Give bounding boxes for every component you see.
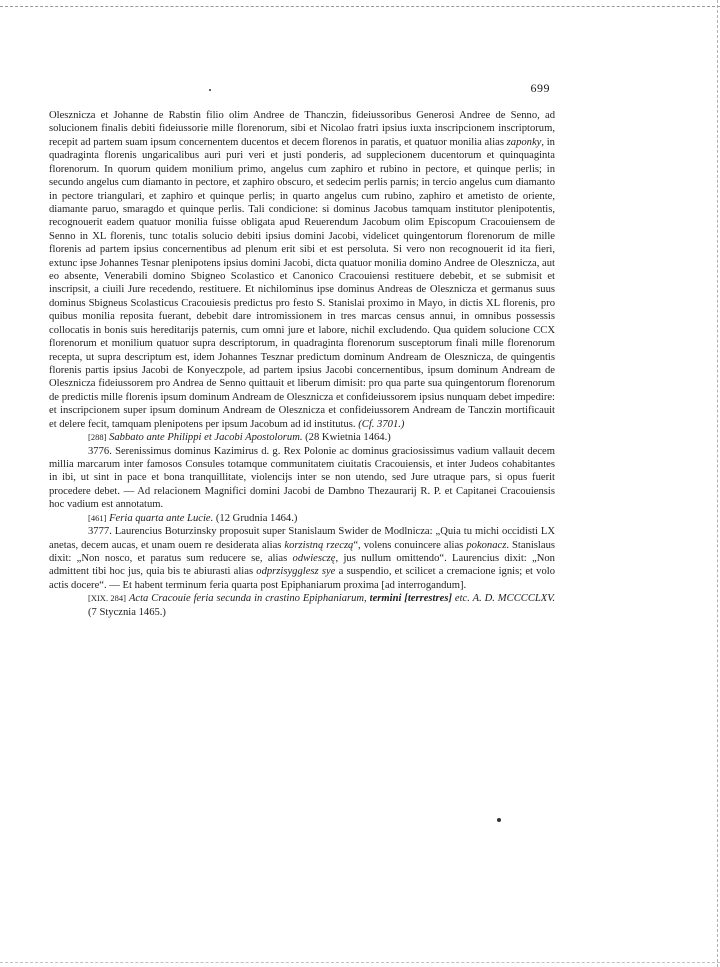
entry-text: , jus nullum omittendo“. Laurencius dixit: „Non admittent tibi hoc jus, quia bis te abiurasti alias: [49, 552, 555, 578]
scan-speck: [209, 89, 211, 91]
entry-3777: [49, 525, 555, 592]
entry-text: Laurencius Boturzinsky proposuit super Stanislaum Swider de Modlnicza: „Quia tu michi occidisti LX anetas, decem aucas, et unam ouem re desiderata alias: [49, 526, 555, 551]
polish-gloss: zaponky: [506, 136, 542, 148]
entry-number: 3776.: [88, 445, 112, 457]
modern-date: (28 Kwietnia 1464.): [305, 432, 391, 444]
polish-gloss: pokonacz: [466, 539, 507, 551]
folio-ref: [XIX. 284]: [88, 593, 127, 604]
acta-heading: Acta Cracouie feria secunda in crastino Epiphaniarum,: [128, 593, 367, 605]
date-heading-288: [49, 431, 555, 444]
scan-edge-right: [717, 0, 718, 967]
entry-text: Olesznicza et Johanne de Rabstin filio olim Andree de Thanczin, fideiussoribus Generosi Andree de Senno, ad solucionem finalis debiti fideiussorie mille florenorum, sibi et Nicolao fratri ipsius iuxta inscripcionem inscriptorum, recepit ad partem suam ipsum concernentem ducentos et decem florenos in paratis, et quatuor monilia alias: [49, 110, 555, 148]
polish-gloss: korzistną rzeczą: [284, 539, 354, 551]
entry-number: 3777.: [88, 526, 112, 538]
page-body-text: [49, 109, 555, 619]
polish-gloss: odwiesczę: [292, 552, 336, 564]
page-number: 699: [530, 81, 550, 95]
entry-text: , in quadraginta florenis ungaricalibus auri puri veri et justi ponderis, ad supplecionem ducentorum et quinquaginta florenorum. In quorum quidem monilium primo, angelus cum zaphiro et rubino in pectore, et quinque perlis; in secundo angelus cum diamanto in pectore, et zaphiro obscuro, et sedecim perlis parnis; in tercio angelus cum diamanto in pectore triangulari, et zaphiro et quinque perlis; in quarto angelus cum rubino, zaphiro et ametisto de oriente, diamante paruo, smaragdo et quinque perlis. Tali condicione: si dominus Jacobus tamquam institutor plenipotentis, recognouerit eadem quatuor monilia fuisse obligata apud Reuerendum Jacobum olim Episcopum Cracouiensem de Senno in XL florenis, tunc totalis solucio debiti ipsius domini Jacobi, videlicet quingentorum florenorum de mille florenis ad partem ipsius concernentibus ad plenum erit sibi et est persoluta. Si vero non recognouerit id ita fieri, extunc ipse Johannes Tesnar plenipotens ipsius domini Jacobi, dicta quatuor monilia domino Andree de Olesznicza, aut eo absente, Venerabili domino Sbigneo Scolastico et Canonico Cracouiensi restituere debebit, et se submisit et inscripsit, a ciuili Jure recedendo, restituere. Et nichilominus ipse dominus Andreas de Olesznicza et germanus suus dominus Sbigneus Scolasticus Cracouiesis predictus pro festo S. Stanislai proximo in Mayo, in dictis XL florenis, pro quibus monilia reposita fuerant, debebit dare intromissionem in tres marcas census annui, in omnibus possessis collocatis in bonis suis hereditarijs paternis, cum omni jure et labore, nichil excludendo. Qua quidem solucione CCX florenorum et monilium quatuor supra descriptorum, in quadraginta florenorum susceptorum finali mille florenorum recepta, ut supra descriptum est, idem Johannes Tesznar predictum dominum Andream de Olesznicza, de quingentis florenis partis ipsius Jacobi de Konyeczpole, ad partem ipsius Jacobi concernentibus, ipsum dominum Andream de Olesznicza fideiussorem pro Andrea de Senno quittauit et liberum dimisit: pro qua parte sua quingentorum florenorum de predictis mille florenis ipsum dominum Andream de Olesznicza et confideiussorem ipsius nunquam debet impedire: et inscripcionem super ipsum dominum Andream de Olesznicza et confideiussorem Andream de Tanczin mortificauit et delere fecit, tamquam plenipotens per ipsum Jacobum ad id institutus.: [49, 136, 555, 430]
scan-edge-top: [0, 6, 720, 7]
entry-text: a suspendio, et scilicet a cremacione ignis; et volo actis docere“. — Et habent terminum feria quarta post Epiphaniarum proxima [ad interrogandum].: [49, 566, 555, 591]
scan-speck: [497, 818, 501, 822]
liturgical-date: Sabbato ante Philippi et Jacobi Apostolorum.: [109, 432, 303, 444]
folio-ref: [288]: [88, 432, 107, 443]
date-heading-461: [49, 512, 555, 525]
cross-reference: (Cf. 3701.): [358, 418, 405, 430]
polish-gloss: odprzisygglesz sye: [256, 566, 336, 578]
entry-text: Serenissimus dominus Kazimirus d. g. Rex Polonie ac dominus graciosissimus vadium vallauit decem millia marcarum inter famosos Consules totamque communitatem ciuitatis Cracouiensis, et inter Judeos cohabitantes in ibi, ut sint in pace et bona tranquillitate, violencijs inter se non utendo, sed Jure utraque pars, si opus fuerit procedere debet. — Ad relacionem Magnifici domini Jacobi de Dambno Thezaurarij R. P. et Capitanei Cracouiensis hoc vadium est annotatum.: [49, 445, 555, 511]
entry-text: . Stanislaus dixit: „Non nosco, et paratus sum reducere se, alias: [49, 539, 555, 564]
entry-3776: [49, 445, 555, 512]
liturgical-date: Feria quarta ante Lucie.: [109, 512, 214, 524]
modern-date: (7 Stycznia 1465.): [88, 606, 166, 618]
entry-text: “, volens conuincere alias: [353, 539, 467, 551]
entry-3775-continued: [49, 109, 555, 431]
folio-ref: [461]: [88, 512, 107, 523]
scan-edge-bottom: [0, 962, 720, 963]
section-heading-xix: [49, 592, 555, 619]
termini-heading: termini [terrestres]: [369, 593, 452, 605]
acta-year: etc. A. D. MCCCCLXV.: [454, 593, 556, 605]
modern-date: (12 Grudnia 1464.): [215, 512, 298, 524]
